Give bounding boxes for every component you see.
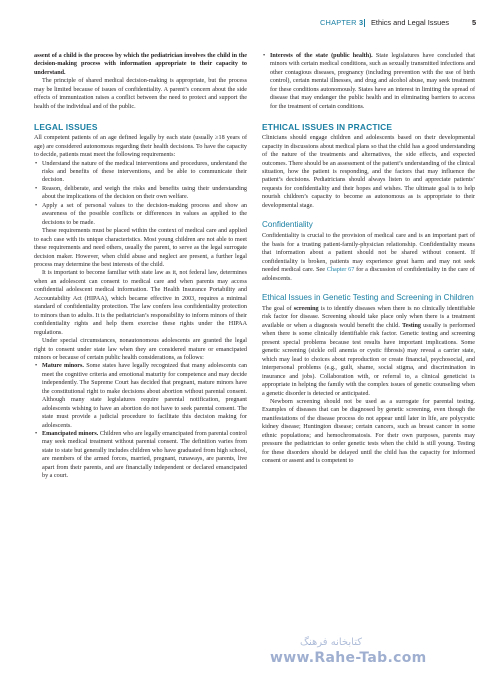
ethical-paragraph: Clinicians should engage children and adolescents based on their developmental capacity in discussions about medical plans so that the child has a good understanding of the nature of the treatments and alternatives, the side effects, and expected outcomes. There should be an assessment of the patient’s understanding of the clinical situation, how the patient is responding, and the factors that may influence the patient’s decisions. Pediatricians should always listen to and appreciate patients’ requests for confidentiality and their hopes and wishes. The ultimate goal is to help nourish children’s capacity to become as autonomous as is appropriate to their developmental stage. — [262, 135, 475, 209]
list-item: • Interests of the state (public health). State legislatures have concluded that minors with certain medical conditions, such as sexually transmitted infections and other contagious diseases, pregnancy (including prevention with the use of birth control), certain mental illnesses, and drug and alcohol abuse, may seek treatment for these conditions autonomously. States have an interest in limiting the spread of disease that may endanger the public health and in eliminating barriers to access for the treatment of certain conditions. — [263, 53, 475, 110]
watermark-url: www.Rahe-Tab.com — [270, 650, 427, 666]
chapter-title: Ethics and Legal Issues — [371, 18, 450, 27]
genetic-paragraph-1: The goal of screening is to identify diseases when there is no clinically identifiable risk factor for disease. Screening should take place only when there is a treatment available or when a diagnosis would benefit the child. Testing usually is performed when there is some clinically identifiable risk factor. Genetic testing and screening present special problems because test results have important implications. Some genetic screening (sickle cell anemia or cystic fibrosis) may reveal a carrier state, which may lead to choices about reproduction or create financial, psychosocial, and interpersonal problems (e.g., guilt, shame, social stigma, and discrimination in insurance and jobs). Collaboration with, or referral to, a clinical geneticist is appropriate in helping the family with the complex issues of genetic counseling when a genetic disorder is detected or anticipated. — [262, 305, 475, 397]
right-column — [262, 52, 475, 466]
genetic-testing-heading: Ethical Issues in Genetic Testing and Screening in Children — [262, 292, 474, 302]
left-column — [34, 52, 247, 481]
legal-paragraph-3: It is important to become familiar with state law as it, not federal law, determines when an adolescent can consent to medical care and when parents may access confidential adolescent medical information. The Health Insurance Portability and Accountability Act (HIPAA), which became effective in 2003, requires a minimal standard of confidentiality protection. The law confers less confidentiality protection to minors than to adults. It is the pediatrician’s responsibility to inform minors of their confidentiality rights and help them exercise these rights under the HIPAA regulations. — [34, 270, 247, 336]
genetic-paragraph-2: Newborn screening should not be used as a surrogate for parental testing. Examples of diseases that can be diagnosed by genetic screening, even though the manifestations of the disease process do not appear until later in life, are polycystic kidney disease; Huntington disease; certain cancers, such as breast cancer in some ethnic populations; and hemochromatosis. For their own purposes, parents may pressure the pediatrician to order genetic tests when the child is still young. Testing for these disorders should be delayed until the child has the capacity for informed consent or assent and is competent to — [262, 398, 475, 465]
ethical-issues-heading: ETHICAL ISSUES IN PRACTICE — [262, 122, 393, 133]
list-item: • Emancipated minors. Children who are legally emancipated from parental control may seek medical treatment without parental consent. The definition varies from state to state but generally includes children who have graduated from high school, are members of the armed forces, married, pregnant, runaways, are parents, live apart from their parents, and are financially independent or declared emancipated by a court. — [35, 431, 247, 480]
header-separator — [364, 19, 365, 27]
confidentiality-paragraph: Confidentiality is crucial to the provision of medical care and is an important part of the basis for a trusting patient-family-physician relationship. Confidentiality means that information about a patient should not be shared without consent. If confidentiality is broken, patients may experience great harm and may not seek needed medical care. See Chapter 67 for a discussion of confidentiality in the care of adolescents. — [262, 233, 475, 282]
watermark-persian: کتابخانه فرهنگ — [300, 637, 362, 648]
chapter-67-link[interactable]: Chapter 67 — [326, 267, 355, 274]
intro-paragraph-2: The principle of shared medical decision-making is appropriate, but the process may be limited because of issues of confidentiality. A parent’s concern about the side effects of immunization raises a conflict between the need to protect and support the health of the individual and of the public. — [34, 78, 247, 110]
legal-issues-heading: LEGAL ISSUES — [34, 122, 98, 133]
confidentiality-heading: Confidentiality — [262, 220, 313, 230]
legal-paragraph-2: These requirements must be placed within the context of medical care and applied to each case with its unique characteristics. Most young children are not able to meet these requirements and need others, usually the parent, to serve as the legal surrogate decision maker. However, when child abuse and neglect are present, a further legal process may determine the best interests of the child. — [34, 228, 247, 268]
public-health-list — [262, 52, 475, 111]
page-number: 5 — [472, 18, 477, 27]
list-item: • Mature minors. Some states have legally recognized that many adolescents can meet the cognitive criteria and emotional maturity for competence and may decide independently. The Supreme Court has decided that pregnant, mature minors have the constitutional right to make decisions about abortion without parental consent. Although many state legislatures require parental notification, pregnant adolescents wishing to have an abortion do not have to seek parental consent. The state must provide a judicial procedure to facilitate this decision making for adolescents. — [35, 363, 247, 429]
list-item: • Apply a set of personal values to the decision-making process and show an awareness of the possible conflicts or differences in values as applied to the decisions to be made. — [35, 202, 247, 226]
special-circumstances-list — [34, 362, 247, 480]
list-item: • Understand the nature of the medical interventions and procedures, understand the risks and benefits of these interventions, and be able to communicate their decision. — [35, 160, 247, 184]
requirements-list — [34, 160, 247, 228]
list-item: • Reason, deliberate, and weigh the risks and benefits using their understanding about the implications of the decision on their own welfare. — [35, 185, 247, 201]
intro-paragraph-1: assent of a child is the process by which the pediatrician involves the child in the decision-making process with information appropriate to their capacity to understand. — [34, 53, 247, 76]
legal-paragraph-1: All competent patients of an age defined legally by each state (usually ≥18 years of age) are considered autonomous regarding their health decisions. To have the capacity to decide, patients must meet the following requirements: — [34, 135, 247, 159]
running-header — [0, 18, 500, 32]
legal-paragraph-4: Under special circumstances, nonautonomous adolescents are granted the legal right to consent under state law when they are considered mature or emancipated minors or because of certain public health considerations, as follows: — [34, 338, 247, 361]
chapter-label: CHAPTER 3 — [320, 18, 364, 27]
